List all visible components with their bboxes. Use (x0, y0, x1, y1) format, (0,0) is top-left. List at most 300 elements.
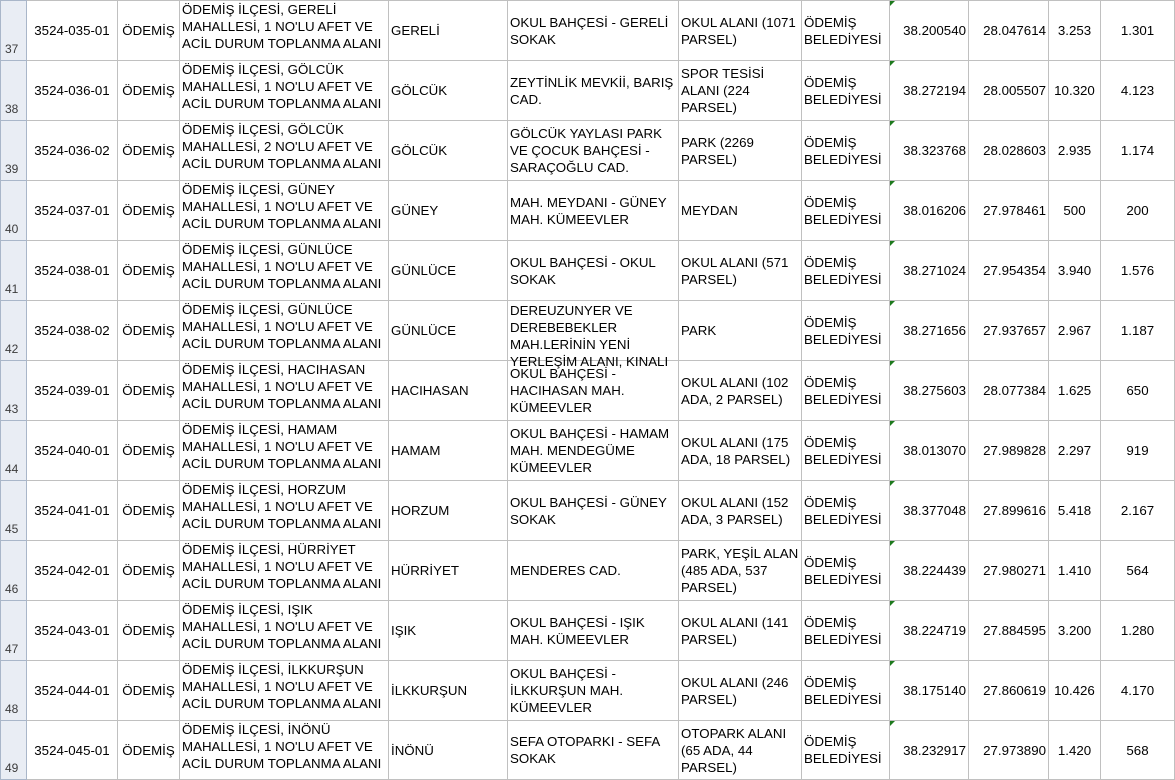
row-header[interactable] (1, 541, 27, 601)
cell-area-type[interactable] (679, 661, 802, 721)
cell-text: OKUL ALANI (141 PARSEL) (681, 614, 789, 647)
cell-code[interactable] (27, 181, 118, 241)
cell-code[interactable] (27, 721, 118, 780)
row-header[interactable] (1, 301, 27, 361)
cell-address[interactable] (508, 421, 679, 481)
cell-address[interactable] (508, 481, 679, 541)
cell-area[interactable] (1049, 541, 1101, 601)
cell-text: ÖDEMİŞ BELEDİYESİ (804, 434, 882, 467)
cell-capacity[interactable] (1101, 661, 1175, 721)
cell-text: MAH. MEYDANI - GÜNEY MAH. KÜMEEVLER (510, 194, 667, 227)
cell-code[interactable] (27, 361, 118, 421)
cell-mahalle[interactable] (389, 721, 508, 780)
row-header[interactable] (1, 601, 27, 661)
cell-text: ÖDEMİŞ İLÇESİ, HORZUM MAHALLESİ, 1 NO'LU AFET VE ACİL DURUM TOPLANMA ALANI (182, 482, 382, 531)
cell-owner[interactable] (802, 481, 890, 541)
cell-address[interactable] (508, 601, 679, 661)
cell-text: SEFA OTOPARKI - SEFA SOKAK (510, 734, 660, 766)
cell-text: GÖLCÜK YAYLASI PARK VE ÇOCUK BAHÇESİ - SARAÇOĞLU CAD. (510, 126, 662, 175)
cell-address[interactable] (508, 301, 679, 369)
cell-text: ÖDEMİŞ (122, 263, 175, 278)
cell-owner[interactable] (802, 361, 890, 421)
cell-district[interactable] (118, 481, 180, 541)
cell-description[interactable] (180, 661, 389, 721)
cell-text: HAMAM (391, 443, 441, 458)
cell-text: OKUL ALANI (246 PARSEL) (681, 674, 789, 707)
row-header[interactable] (1, 481, 27, 541)
cell-text: 1.174 (1120, 143, 1155, 158)
table-row (1, 1, 1175, 61)
cell-text: ÖDEMİŞ İLÇESİ, İNÖNÜ MAHALLESİ, 1 NO'LU AFET VE ACİL DURUM TOPLANMA ALANI (182, 722, 382, 771)
cell-text: 41 (5, 282, 19, 296)
cell-latitude[interactable] (890, 661, 969, 721)
cell-text: ÖDEMİŞ (122, 742, 175, 758)
cell-text: 3524-038-01 (34, 263, 110, 278)
cell-text: 1.625 (1057, 383, 1092, 398)
cell-description[interactable] (180, 121, 389, 181)
table-row (1, 601, 1175, 661)
cell-text: ÖDEMİŞ (122, 143, 175, 158)
cell-district[interactable] (118, 421, 180, 481)
cell-capacity[interactable] (1101, 601, 1175, 661)
cell-area-type[interactable] (679, 1, 802, 61)
table-row (1, 361, 1175, 421)
cell-text: 44 (5, 462, 19, 476)
cell-area[interactable] (1049, 421, 1101, 481)
cell-mahalle[interactable] (389, 301, 508, 361)
cell-mahalle[interactable] (389, 241, 508, 301)
cell-capacity[interactable] (1101, 721, 1175, 780)
cell-text: MENDERES CAD. (510, 563, 621, 578)
cell-text: İNÖNÜ (391, 742, 434, 758)
cell-code[interactable] (27, 121, 118, 181)
cell-district[interactable] (118, 721, 180, 780)
row-header[interactable] (1, 721, 27, 780)
cell-code[interactable] (27, 61, 118, 121)
cell-owner[interactable] (802, 241, 890, 301)
cell-area[interactable] (1049, 121, 1101, 181)
cell-text: 38.224719 (903, 623, 966, 638)
cell-longitude[interactable] (969, 1, 1049, 61)
cell-area-type[interactable] (679, 181, 802, 241)
cell-owner[interactable] (802, 301, 890, 361)
cell-capacity[interactable] (1101, 541, 1175, 601)
cell-area[interactable] (1049, 241, 1101, 301)
cell-area-type[interactable] (679, 421, 802, 481)
cell-latitude[interactable] (890, 721, 969, 780)
cell-mahalle[interactable] (389, 601, 508, 661)
cell-text: OKUL BAHÇESİ - İLKKURŞUN MAH. KÜMEEVLER (510, 666, 624, 715)
cell-longitude[interactable] (969, 421, 1049, 481)
cell-description[interactable] (180, 481, 389, 541)
cell-mahalle[interactable] (389, 541, 508, 601)
row-header[interactable] (1, 121, 27, 181)
cell-text: ÖDEMİŞ (122, 503, 175, 518)
cell-text: 27.973890 (983, 742, 1046, 758)
cell-text: ÖDEMİŞ BELEDİYESİ (804, 14, 882, 47)
cell-text: 48 (5, 702, 19, 716)
cell-mahalle[interactable] (389, 661, 508, 721)
cell-text: 4.170 (1120, 683, 1155, 698)
cell-text: 2.297 (1057, 443, 1092, 458)
cell-text: 10.320 (1054, 83, 1095, 98)
cell-text: 568 (1126, 742, 1149, 758)
cell-text: ÖDEMİŞ BELEDİYESİ (804, 374, 882, 407)
cell-latitude[interactable] (890, 301, 969, 361)
cell-text: ÖDEMİŞ BELEDİYESİ (804, 554, 882, 587)
cell-text: PARK (2269 PARSEL) (681, 134, 754, 167)
cell-description[interactable] (180, 541, 389, 601)
cell-text: IŞIK (391, 623, 417, 638)
cell-code[interactable] (27, 541, 118, 601)
cell-text: 3524-043-01 (34, 623, 110, 638)
cell-description[interactable] (180, 721, 389, 780)
cell-text: 38.232917 (903, 742, 966, 758)
cell-text: OKUL BAHÇESİ - OKUL SOKAK (510, 254, 656, 287)
cell-latitude[interactable] (890, 1, 969, 61)
cell-text: ÖDEMİŞ BELEDİYESİ (804, 254, 882, 287)
cell-text: 39 (5, 162, 19, 176)
cell-text: OKUL ALANI (102 ADA, 2 PARSEL) (681, 374, 789, 407)
cell-text: GÜNEY (391, 203, 439, 218)
cell-text: 3524-036-01 (34, 83, 110, 98)
cell-text: PARK, YEŞİL ALAN (485 ADA, 537 PARSEL) (681, 546, 799, 595)
table-row (1, 241, 1175, 301)
cell-district[interactable] (118, 61, 180, 121)
cell-text: 38.377048 (903, 503, 966, 518)
grid-body (1, 1, 1175, 780)
cell-text: 3.200 (1057, 623, 1092, 638)
cell-text: ÖDEMİŞ İLÇESİ, GÜNEY MAHALLESİ, 1 NO'LU AFET VE ACİL DURUM TOPLANMA ALANI (182, 182, 382, 231)
cell-text: 3524-039-01 (34, 383, 110, 398)
cell-text: 2.167 (1120, 503, 1155, 518)
cell-code[interactable] (27, 601, 118, 661)
cell-area[interactable] (1049, 181, 1101, 241)
cell-text: 5.418 (1057, 503, 1092, 518)
cell-latitude[interactable] (890, 541, 969, 601)
cell-owner[interactable] (802, 721, 890, 780)
cell-text: ÖDEMİŞ İLÇESİ, GÖLCÜK MAHALLESİ, 2 NO'LU AFET VE ACİL DURUM TOPLANMA ALANI (182, 122, 382, 171)
cell-capacity[interactable] (1101, 1, 1175, 61)
cell-text: ÖDEMİŞ (122, 323, 175, 338)
table-row (1, 121, 1175, 181)
cell-text: ÖDEMİŞ (122, 563, 175, 578)
cell-text: ÖDEMİŞ (122, 383, 175, 398)
cell-text: ÖDEMİŞ İLÇESİ, HACIHASAN MAHALLESİ, 1 NO'LU AFET VE ACİL DURUM TOPLANMA ALANI (182, 362, 382, 411)
cell-text: OTOPARK ALANI (65 ADA, 44 PARSEL) (681, 725, 787, 775)
cell-text: ÖDEMİŞ İLÇESİ, HAMAM MAHALLESİ, 1 NO'LU AFET VE ACİL DURUM TOPLANMA ALANI (182, 422, 382, 471)
cell-text: ÖDEMİŞ (122, 23, 175, 38)
cell-description[interactable] (180, 421, 389, 481)
cell-area[interactable] (1049, 661, 1101, 721)
cell-text: OKUL BAHÇESİ - HAMAM MAH. MENDEGÜME KÜMEEVLER (510, 426, 670, 475)
cell-area-type[interactable] (679, 301, 802, 361)
cell-text: 200 (1126, 203, 1149, 218)
cell-text: 27.899616 (983, 503, 1046, 518)
cell-latitude[interactable] (890, 421, 969, 481)
cell-description[interactable] (180, 361, 389, 421)
cell-district[interactable] (118, 121, 180, 181)
cell-area-type[interactable] (679, 601, 802, 661)
cell-capacity[interactable] (1101, 421, 1175, 481)
cell-area[interactable] (1049, 361, 1101, 421)
cell-text: ÖDEMİŞ BELEDİYESİ (804, 494, 882, 527)
cell-text: 47 (5, 642, 19, 656)
cell-address[interactable] (508, 661, 679, 721)
cell-text: 3524-037-01 (34, 203, 110, 218)
cell-text: OKUL BAHÇESİ - HACIHASAN MAH. KÜMEEVLER (510, 366, 625, 415)
cell-latitude[interactable] (890, 361, 969, 421)
cell-text: 38.272194 (903, 83, 966, 98)
cell-code[interactable] (27, 661, 118, 721)
cell-area-type[interactable] (679, 61, 802, 121)
cell-longitude[interactable] (969, 301, 1049, 361)
cell-code[interactable] (27, 421, 118, 481)
cell-description[interactable] (180, 241, 389, 301)
cell-longitude[interactable] (969, 61, 1049, 121)
cell-text: ÖDEMİŞ BELEDİYESİ (804, 674, 882, 707)
row-header[interactable] (1, 361, 27, 421)
cell-text: ÖDEMİŞ BELEDİYESİ (804, 314, 882, 347)
cell-address[interactable] (508, 121, 679, 181)
cell-text: 42 (5, 342, 19, 356)
cell-owner[interactable] (802, 61, 890, 121)
cell-latitude[interactable] (890, 481, 969, 541)
cell-address[interactable] (508, 1, 679, 61)
cell-capacity[interactable] (1101, 301, 1175, 361)
cell-district[interactable] (118, 361, 180, 421)
cell-text: ÖDEMİŞ İLÇESİ, GERELİ MAHALLESİ, 1 NO'LU AFET VE ACİL DURUM TOPLANMA ALANI (182, 2, 382, 51)
table-row (1, 301, 1175, 361)
cell-text: 28.047614 (983, 23, 1046, 38)
cell-area-type[interactable] (679, 721, 802, 780)
cell-area-type[interactable] (679, 361, 802, 421)
cell-text: 38.013070 (903, 443, 966, 458)
cell-text: 500 (1063, 203, 1086, 218)
cell-text: 3524-040-01 (34, 443, 110, 458)
cell-area[interactable] (1049, 721, 1101, 780)
cell-area-type[interactable] (679, 541, 802, 601)
cell-text: 3524-042-01 (34, 563, 110, 578)
cell-address[interactable] (508, 241, 679, 301)
cell-text: ÖDEMİŞ BELEDİYESİ (804, 734, 882, 766)
cell-text: 3.940 (1057, 263, 1092, 278)
cell-text: 27.860619 (983, 683, 1046, 698)
cell-description[interactable] (180, 61, 389, 121)
cell-text: ÖDEMİŞ (122, 683, 175, 698)
cell-text: SPOR TESİSİ ALANI (224 PARSEL) (681, 66, 765, 115)
cell-mahalle[interactable] (389, 1, 508, 61)
cell-text: HORZUM (391, 503, 450, 518)
cell-owner[interactable] (802, 421, 890, 481)
table-row (1, 541, 1175, 601)
cell-text: GERELİ (391, 23, 440, 38)
cell-longitude[interactable] (969, 181, 1049, 241)
cell-capacity[interactable] (1101, 121, 1175, 181)
cell-description[interactable] (180, 1, 389, 61)
cell-mahalle[interactable] (389, 481, 508, 541)
cell-owner[interactable] (802, 601, 890, 661)
cell-address[interactable] (508, 541, 679, 601)
row-header[interactable] (1, 1, 27, 61)
cell-code[interactable] (27, 481, 118, 541)
cell-text: 650 (1126, 383, 1149, 398)
row-header[interactable] (1, 661, 27, 721)
cell-latitude[interactable] (890, 601, 969, 661)
cell-text: 28.028603 (983, 143, 1046, 158)
cell-latitude[interactable] (890, 61, 969, 121)
cell-longitude[interactable] (969, 721, 1049, 780)
cell-description[interactable] (180, 181, 389, 241)
cell-text: DEREUZUNYER VE DEREBEBEKLER MAH.LERİNİN YENİ YERLEŞİM ALANI, KINALI (510, 303, 669, 369)
row-header[interactable] (1, 421, 27, 481)
cell-text: 49 (5, 761, 19, 775)
cell-district[interactable] (118, 1, 180, 61)
cell-owner[interactable] (802, 181, 890, 241)
cell-text: 38.275603 (903, 383, 966, 398)
cell-text: OKUL ALANI (1071 PARSEL) (681, 14, 796, 47)
cell-text: 38.271656 (903, 323, 966, 338)
cell-longitude[interactable] (969, 241, 1049, 301)
cell-mahalle[interactable] (389, 361, 508, 421)
cell-text: 564 (1126, 563, 1149, 578)
cell-text: OKUL BAHÇESİ - GERELİ SOKAK (510, 14, 669, 47)
cell-code[interactable] (27, 1, 118, 61)
cell-text: 1.280 (1120, 623, 1155, 638)
cell-text: 37 (5, 42, 19, 56)
cell-code[interactable] (27, 241, 118, 301)
cell-text: 46 (5, 582, 19, 596)
cell-capacity[interactable] (1101, 61, 1175, 121)
cell-text: 1.187 (1120, 323, 1155, 338)
cell-area[interactable] (1049, 601, 1101, 661)
cell-text: 28.005507 (983, 83, 1046, 98)
cell-text: 27.978461 (983, 203, 1046, 218)
cell-text: ÖDEMİŞ İLÇESİ, GÜNLÜCE MAHALLESİ, 1 NO'LU AFET VE ACİL DURUM TOPLANMA ALANI (182, 242, 382, 291)
cell-mahalle[interactable] (389, 121, 508, 181)
cell-text: ZEYTİNLİK MEVKİİ, BARIŞ CAD. (510, 74, 674, 107)
cell-district[interactable] (118, 181, 180, 241)
cell-area[interactable] (1049, 301, 1101, 361)
cell-text: OKUL ALANI (152 ADA, 3 PARSEL) (681, 494, 789, 527)
cell-district[interactable] (118, 661, 180, 721)
table-row (1, 481, 1175, 541)
cell-owner[interactable] (802, 1, 890, 61)
cell-text: 2.967 (1057, 323, 1092, 338)
cell-text: 38.271024 (903, 263, 966, 278)
cell-longitude[interactable] (969, 121, 1049, 181)
cell-text: 27.989828 (983, 443, 1046, 458)
cell-district[interactable] (118, 541, 180, 601)
row-header[interactable] (1, 241, 27, 301)
cell-longitude[interactable] (969, 481, 1049, 541)
cell-text: 38.224439 (903, 563, 966, 578)
cell-text: ÖDEMİŞ (122, 623, 175, 638)
cell-longitude[interactable] (969, 661, 1049, 721)
cell-text: ÖDEMİŞ İLÇESİ, HÜRRİYET MAHALLESİ, 1 NO'LU AFET VE ACİL DURUM TOPLANMA ALANI (182, 542, 382, 591)
row-header[interactable] (1, 61, 27, 121)
cell-text: 4.123 (1120, 83, 1155, 98)
table-row (1, 181, 1175, 241)
cell-text: HACIHASAN (391, 383, 469, 398)
cell-latitude[interactable] (890, 121, 969, 181)
cell-text: 27.937657 (983, 323, 1046, 338)
cell-text: 3.253 (1057, 23, 1092, 38)
cell-longitude[interactable] (969, 601, 1049, 661)
cell-code[interactable] (27, 301, 118, 361)
cell-text: 3524-041-01 (34, 503, 110, 518)
cell-capacity[interactable] (1101, 361, 1175, 421)
cell-district[interactable] (118, 601, 180, 661)
cell-text: 2.935 (1057, 143, 1092, 158)
cell-text: HÜRRİYET (391, 563, 459, 578)
cell-text: GÜNLÜCE (391, 323, 457, 338)
cell-longitude[interactable] (969, 541, 1049, 601)
cell-area[interactable] (1049, 61, 1101, 121)
cell-capacity[interactable] (1101, 241, 1175, 301)
cell-text: ÖDEMİŞ BELEDİYESİ (804, 74, 882, 107)
cell-text: 919 (1126, 443, 1149, 458)
cell-text: ÖDEMİŞ (122, 83, 175, 98)
cell-district[interactable] (118, 241, 180, 301)
cell-text: 1.410 (1057, 563, 1092, 578)
cell-owner[interactable] (802, 661, 890, 721)
cell-mahalle[interactable] (389, 61, 508, 121)
cell-area[interactable] (1049, 481, 1101, 541)
cell-text: OKUL BAHÇESİ - IŞIK MAH. KÜMEEVLER (510, 614, 645, 647)
cell-text: ÖDEMİŞ BELEDİYESİ (804, 134, 882, 167)
cell-latitude[interactable] (890, 181, 969, 241)
cell-description[interactable] (180, 601, 389, 661)
cell-address[interactable] (508, 721, 679, 780)
cell-mahalle[interactable] (389, 181, 508, 241)
cell-area-type[interactable] (679, 241, 802, 301)
cell-owner[interactable] (802, 541, 890, 601)
cell-text: PARK (681, 323, 717, 338)
cell-text: GÖLCÜK (391, 83, 448, 98)
cell-description[interactable] (180, 301, 389, 361)
cell-text: 28.077384 (983, 383, 1046, 398)
cell-owner[interactable] (802, 121, 890, 181)
cell-text: MEYDAN (681, 203, 738, 218)
cell-area[interactable] (1049, 1, 1101, 61)
cell-text: 3524-044-01 (34, 683, 110, 698)
cell-text: ÖDEMİŞ İLÇESİ, IŞIK MAHALLESİ, 1 NO'LU AFET VE ACİL DURUM TOPLANMA ALANI (182, 602, 382, 651)
cell-longitude[interactable] (969, 361, 1049, 421)
cell-area-type[interactable] (679, 121, 802, 181)
cell-text: 3524-036-02 (34, 143, 110, 158)
cell-text: 3524-035-01 (34, 23, 110, 38)
row-header[interactable] (1, 181, 27, 241)
cell-text: OKUL ALANI (175 ADA, 18 PARSEL) (681, 434, 791, 467)
cell-address[interactable] (508, 181, 679, 241)
cell-text: ÖDEMİŞ İLÇESİ, GÖLCÜK MAHALLESİ, 1 NO'LU AFET VE ACİL DURUM TOPLANMA ALANI (182, 62, 382, 111)
cell-text: 38 (5, 102, 19, 116)
cell-text: GÜNLÜCE (391, 263, 457, 278)
cell-text: ÖDEMİŞ BELEDİYESİ (804, 194, 882, 227)
cell-area-type[interactable] (679, 481, 802, 541)
cell-capacity[interactable] (1101, 181, 1175, 241)
cell-address[interactable] (508, 61, 679, 121)
cell-text: 10.426 (1054, 683, 1095, 698)
cell-text: 27.980271 (983, 563, 1046, 578)
table-row (1, 661, 1175, 721)
cell-capacity[interactable] (1101, 481, 1175, 541)
cell-district[interactable] (118, 301, 180, 361)
cell-text: ÖDEMİŞ (122, 203, 175, 218)
cell-mahalle[interactable] (389, 421, 508, 481)
cell-latitude[interactable] (890, 241, 969, 301)
